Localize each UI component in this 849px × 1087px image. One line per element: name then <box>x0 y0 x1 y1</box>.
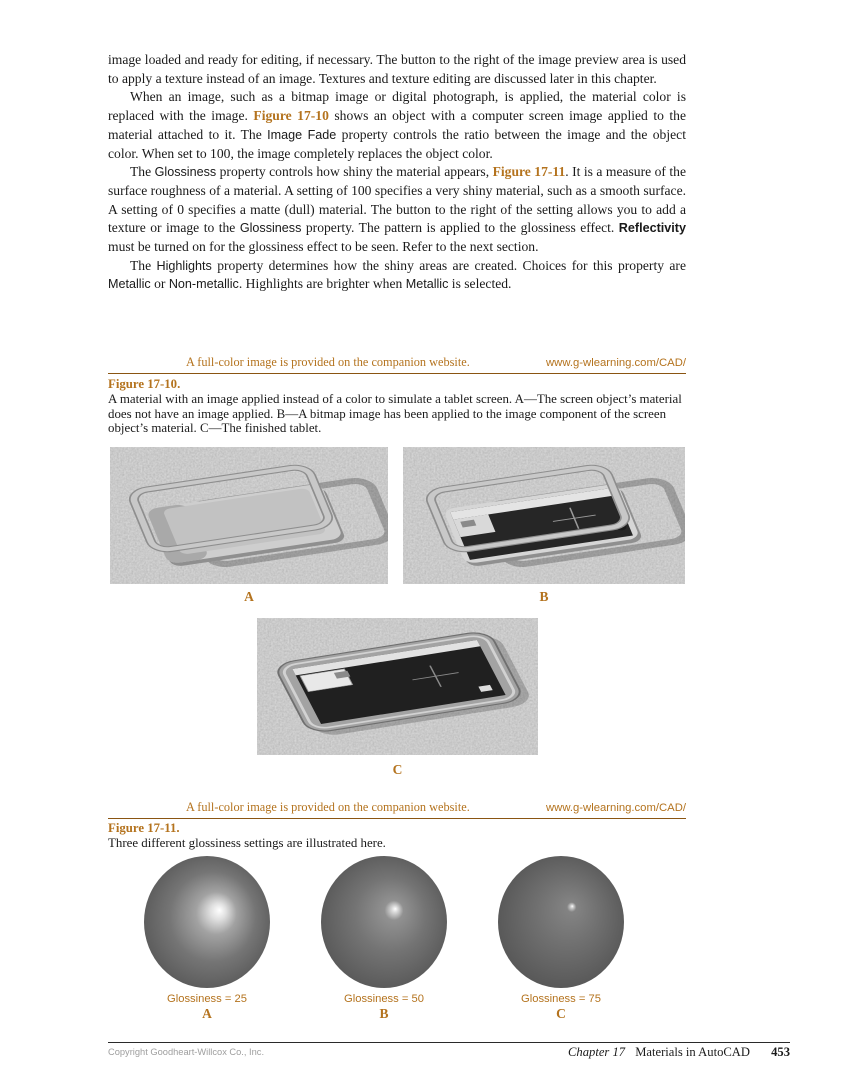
figure-10-image-b <box>403 447 685 584</box>
figure-11-sublabel-b: B <box>379 1006 389 1021</box>
figure-reference: Figure 17-11 <box>492 164 566 180</box>
body-text <box>108 51 686 294</box>
chapter-number: Chapter 17 <box>568 1045 626 1059</box>
figure-11-sublabel-a: A <box>202 1006 212 1021</box>
text-run: is selected. <box>448 276 512 292</box>
companion-website-notice <box>108 800 686 819</box>
notice-url: www.g-wlearning.com/CAD/ <box>546 802 686 814</box>
text-run: property controls how shiny the material appears, <box>216 164 493 180</box>
figure-11-spheres <box>108 853 686 1025</box>
footer-chapter-line <box>400 1045 790 1060</box>
text-run: Metallic <box>405 277 449 292</box>
body-paragraph <box>108 88 686 163</box>
figure-10-caption: A material with an image applied instead of a color to simulate a tablet screen. A—The screen object’s material does not have an image applied. B—A bitmap image has been applied to the image component of the screen object’s material. C—The finished tablet. <box>108 392 682 436</box>
figure-10-image-c <box>257 618 538 755</box>
figure-11-sublabel-c: C <box>556 1006 566 1021</box>
text-run: Highlights <box>156 258 212 273</box>
glossiness-setting-label: Glossiness = 25 <box>167 993 247 1005</box>
glossiness-setting-label: Glossiness = 75 <box>521 993 601 1005</box>
text-run: Glossiness <box>239 221 302 236</box>
text-run: property controls the ratio between the image and the object color. When set to 100, the image completely replaces the object color. <box>108 126 686 161</box>
text-run: property. The pattern is applied to the glossiness effect. <box>301 220 619 236</box>
notice-url: www.g-wlearning.com/CAD/ <box>546 357 686 369</box>
figure-10-image-a <box>110 447 388 584</box>
figure-10-sublabel-a: A <box>244 589 254 604</box>
body-paragraph <box>108 51 686 88</box>
figure-10-label: Figure 17-10. <box>108 377 181 391</box>
figure-11-caption: Three different glossiness settings are illustrated here. <box>108 836 386 850</box>
notice-text: A full-color image is provided on the companion website. <box>186 800 470 814</box>
text-run: Non-metallic <box>168 277 239 292</box>
companion-website-notice <box>108 355 686 374</box>
figure-10-sublabel-b: B <box>539 589 549 604</box>
figure-reference: Figure 17-10 <box>253 108 329 124</box>
body-paragraph <box>108 257 686 294</box>
page-number: 453 <box>771 1045 790 1059</box>
footer-rule <box>108 1042 790 1043</box>
text-run: . Highlights are brighter when <box>238 276 406 292</box>
text-run: or <box>150 276 169 292</box>
notice-text: A full-color image is provided on the companion website. <box>186 355 470 369</box>
sphere-glossiness-75 <box>486 853 636 1022</box>
text-run: Reflectivity <box>618 221 686 236</box>
body-paragraph <box>108 163 686 257</box>
figure-11-label: Figure 17-11. <box>108 821 180 835</box>
sphere-glossiness-25 <box>132 853 282 1022</box>
text-run: Metallic <box>108 277 151 292</box>
chapter-title: Materials in AutoCAD <box>635 1045 750 1059</box>
text-run: Glossiness <box>154 165 217 180</box>
figure-10-sublabel-c: C <box>392 762 403 777</box>
text-run: property determines how the shiny areas are created. Choices for this property are <box>211 257 686 273</box>
text-run: When an image, such as a bitmap image or digital photograph, is applied, the material color is replaced with the image. <box>108 89 686 124</box>
glossiness-setting-label: Glossiness = 50 <box>344 993 424 1005</box>
text-run: image loaded and ready for editing, if necessary. The button to the right of the image preview area is used to apply a texture instead of an image. Textures and texture editing are discussed later in this chapter. <box>108 52 686 86</box>
text-run: . It is a measure of the surface roughness of a material. A setting of 100 specifies a very shiny material, such as a smooth surface. A setting of 0 specifies a matte (dull) material. The button to the right of the setting allows you to add a texture or image to the <box>108 164 687 236</box>
text-run: shows an object with a computer screen image applied to the material attached to it. The <box>108 108 687 142</box>
text-run: The <box>130 164 155 180</box>
footer-copyright: Copyright Goodheart-Willcox Co., Inc. <box>108 1047 265 1057</box>
text-run: must be turned on for the glossiness effect to be seen. Refer to the next section. <box>108 239 539 255</box>
text-run: The <box>130 257 157 273</box>
text-run: Image Fade <box>267 127 337 142</box>
sphere-glossiness-50 <box>309 853 459 1022</box>
